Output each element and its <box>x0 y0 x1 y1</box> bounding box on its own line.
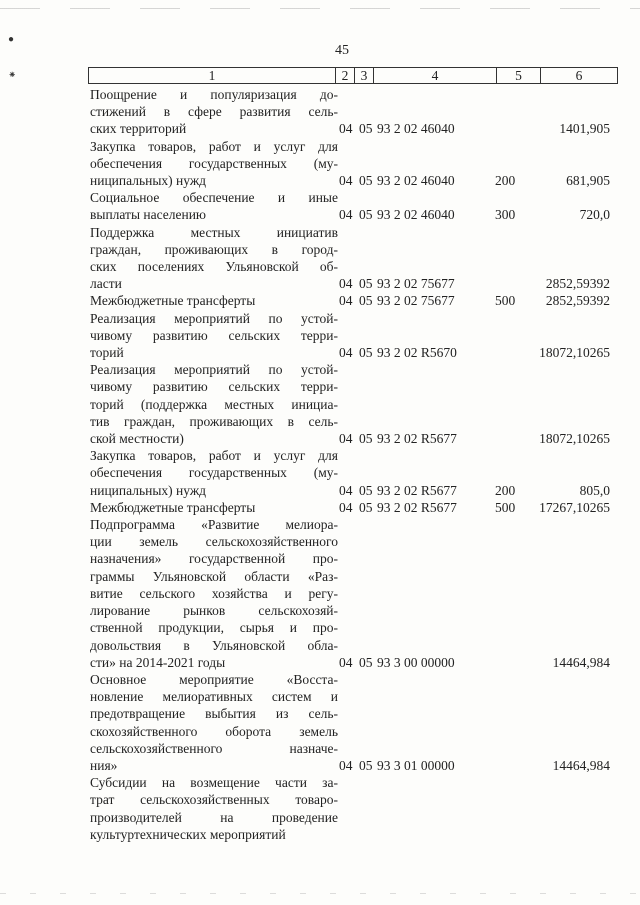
table-row <box>90 774 610 843</box>
row-name <box>90 310 338 362</box>
row-sum: 14464,984 <box>552 654 610 670</box>
row-name <box>90 774 338 843</box>
row-name-line: сти» на 2014-2021 годы <box>90 654 226 670</box>
row-sum: 17267,10265 <box>539 499 610 515</box>
row-subsection: 05 <box>359 345 373 361</box>
row-section: 04 <box>339 482 353 498</box>
row-subsection: 05 <box>359 121 373 137</box>
row-section: 04 <box>339 121 353 137</box>
page-number: 45 <box>335 43 349 58</box>
row-name-line: ственной продукции, сырья и про- <box>90 620 338 636</box>
row-name <box>90 189 338 223</box>
table-row <box>90 224 610 293</box>
row-name-line: граммы Ульяновской области «Раз- <box>90 568 338 584</box>
table-row <box>90 361 610 447</box>
row-name-line: Реализация мероприятий по устой- <box>90 310 338 326</box>
table-row <box>90 310 610 362</box>
row-name <box>90 447 338 499</box>
row-name-line: Социальное обеспечение и иные <box>90 190 338 206</box>
row-subsection: 05 <box>359 757 373 773</box>
row-name-line: Подпрограмма «Развитие мелиора- <box>90 517 338 533</box>
row-section: 04 <box>339 207 353 223</box>
row-target-article: 93 3 01 00000 <box>377 757 455 773</box>
row-name-line: стижений в сфере развития сель- <box>90 104 338 120</box>
table-row <box>90 516 610 671</box>
header-col-4: 4 <box>374 68 497 83</box>
row-name <box>90 86 338 138</box>
row-name-line: чивому развитию сельских терри- <box>90 327 338 343</box>
row-name <box>90 224 338 293</box>
scan-speck: ● <box>8 34 15 45</box>
row-sum: 2852,59392 <box>545 276 610 292</box>
table-row <box>90 447 610 499</box>
row-section: 04 <box>339 293 353 309</box>
row-target-article: 93 2 02 R5670 <box>377 345 457 361</box>
row-subsection: 05 <box>359 207 373 223</box>
header-col-2: 2 <box>336 68 355 83</box>
row-subsection: 05 <box>359 482 373 498</box>
row-name <box>90 292 338 309</box>
row-name-line: довольствия в Ульяновской обла- <box>90 637 338 653</box>
row-name <box>90 499 338 516</box>
row-name <box>90 671 338 774</box>
row-name-line: ниципальных) нужд <box>90 173 207 189</box>
table-row <box>90 138 610 190</box>
row-name-line: обеспечения государственных (му- <box>90 465 338 481</box>
row-name-line: скохозяйственного оборота земель <box>90 723 338 739</box>
row-section: 04 <box>339 757 353 773</box>
row-subsection: 05 <box>359 173 373 189</box>
row-name-line: ских поселениях Ульяновской об- <box>90 259 338 275</box>
row-name-line: Закупка товаров, работ и услуг для <box>90 138 338 154</box>
row-name-line: сельскохозяйственного назначе- <box>90 740 338 756</box>
row-target-article: 93 2 02 R5677 <box>377 499 457 515</box>
row-name-line: Основное мероприятие «Восста- <box>90 671 338 687</box>
table-row <box>90 499 610 516</box>
row-name-line: трат сельскохозяйственных товаро- <box>90 792 338 808</box>
row-name-line: ниципальных) нужд <box>90 482 207 498</box>
row-name-line: культуртехнических мероприятий <box>90 826 286 842</box>
row-subsection: 05 <box>359 499 373 515</box>
row-subsection: 05 <box>359 431 373 447</box>
row-name <box>90 361 338 447</box>
row-expense-type: 500 <box>495 293 516 309</box>
row-name-line: Поддержка местных инициатив <box>90 224 338 240</box>
row-target-article: 93 2 02 75677 <box>377 276 455 292</box>
row-name-line: Межбюджетные трансферты <box>90 293 256 309</box>
table-row <box>90 86 610 138</box>
row-name-line: Закупка товаров, работ и услуг для <box>90 448 338 464</box>
row-name-line: торий <box>90 345 124 361</box>
row-sum: 681,905 <box>566 173 610 189</box>
row-name-line: ния» <box>90 757 118 773</box>
header-col-3: 3 <box>355 68 374 83</box>
row-section: 04 <box>339 173 353 189</box>
row-sum: 14464,984 <box>552 757 610 773</box>
row-section: 04 <box>339 654 353 670</box>
row-name <box>90 516 338 671</box>
row-subsection: 05 <box>359 293 373 309</box>
row-name-line: граждан, проживающих в город- <box>90 241 338 257</box>
row-name-line: чивому развитию сельских терри- <box>90 379 338 395</box>
row-sum: 720,0 <box>579 207 610 223</box>
row-name-line: Реализация мероприятий по устой- <box>90 362 338 378</box>
row-subsection: 05 <box>359 276 373 292</box>
budget-table <box>90 86 610 843</box>
header-col-1: 1 <box>89 68 336 83</box>
row-section: 04 <box>339 431 353 447</box>
row-sum: 1401,905 <box>559 121 610 137</box>
row-target-article: 93 2 02 46040 <box>377 207 455 223</box>
row-name-line: ских территорий <box>90 121 187 137</box>
row-name-line: ласти <box>90 276 122 292</box>
row-expense-type: 200 <box>495 482 516 498</box>
row-name-line: производителей на проведение <box>90 809 338 825</box>
row-name-line: ции земель сельскохозяйственного <box>90 534 338 550</box>
row-sum: 18072,10265 <box>539 345 610 361</box>
row-subsection: 05 <box>359 654 373 670</box>
row-expense-type: 300 <box>495 207 516 223</box>
row-target-article: 93 2 02 75677 <box>377 293 455 309</box>
row-name-line: Субсидии на возмещение части за- <box>90 775 338 791</box>
row-name-line: предотвращение выбытия из сель- <box>90 706 338 722</box>
row-name-line: назначения» государственной про- <box>90 551 338 567</box>
table-row <box>90 189 610 223</box>
row-sum: 18072,10265 <box>539 431 610 447</box>
row-name-line: лирование рынков сельскохозяй- <box>90 603 338 619</box>
row-target-article: 93 2 02 R5677 <box>377 482 457 498</box>
row-section: 04 <box>339 499 353 515</box>
row-target-article: 93 2 02 46040 <box>377 121 455 137</box>
row-name-line: выплаты населению <box>90 207 207 223</box>
scan-edge-bottom <box>0 893 640 894</box>
row-name-line: обеспечения государственных (му- <box>90 155 338 171</box>
row-name-line: витие сельского хозяйства и регу- <box>90 585 338 601</box>
table-header <box>88 67 618 84</box>
row-expense-type: 200 <box>495 173 516 189</box>
row-section: 04 <box>339 345 353 361</box>
row-section: 04 <box>339 276 353 292</box>
row-target-article: 93 3 00 00000 <box>377 654 455 670</box>
row-name <box>90 138 338 190</box>
row-target-article: 93 2 02 R5677 <box>377 431 457 447</box>
table-row <box>90 671 610 774</box>
row-name-line: торий (поддержка местных инициа- <box>90 396 338 412</box>
scan-speck: ⁕ <box>8 70 17 81</box>
row-name-line: Поощрение и популяризация до- <box>90 87 338 102</box>
scan-edge-top <box>0 8 640 9</box>
row-target-article: 93 2 02 46040 <box>377 173 455 189</box>
row-name-line: ской местности) <box>90 431 184 447</box>
header-col-5: 5 <box>497 68 541 83</box>
row-name-line: новление мелиоративных систем и <box>90 689 338 705</box>
row-sum: 2852,59392 <box>545 293 610 309</box>
header-col-6: 6 <box>575 68 583 83</box>
row-name-line: тив граждан, проживающих в сель- <box>90 413 338 429</box>
row-name-line: Межбюджетные трансферты <box>90 499 256 515</box>
table-row <box>90 292 610 309</box>
row-expense-type: 500 <box>495 499 516 515</box>
row-sum: 805,0 <box>579 482 610 498</box>
